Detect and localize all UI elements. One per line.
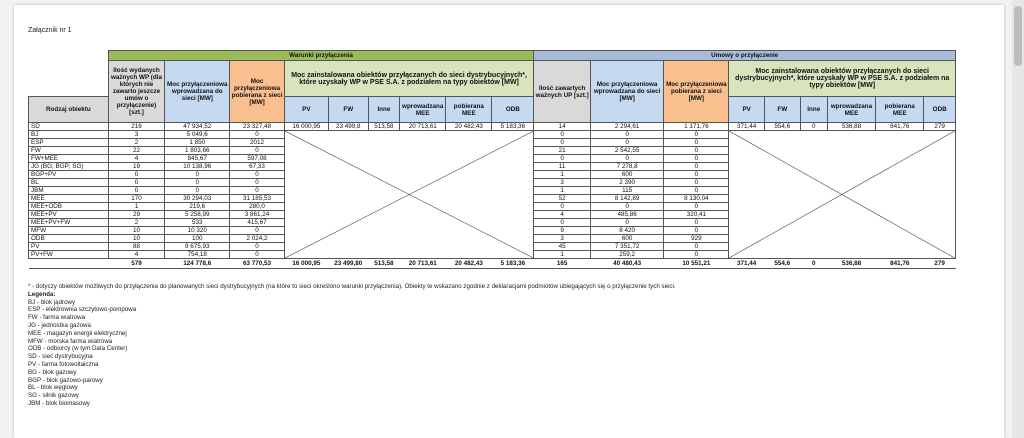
cell-left-injected: 754,18 [165, 251, 230, 259]
cell-right-count: 1 [534, 187, 591, 195]
legend-item: PV - farma fotowoltaiczna [28, 360, 99, 368]
row-type: JBM [29, 187, 109, 195]
cell-left-sub: 16 000,95 [284, 123, 328, 131]
cell-right-count: 0 [534, 155, 591, 163]
header-left-installed: Moc zainstalowana obiektów przyłączanych do sieci dystrybucyjnych*, które uzyskały WP w PSE S.A. z podziałem na typy obiektów [MW] [284, 61, 534, 97]
legend-item: ODB - odbiorcy (w tym Data Center) [28, 345, 128, 353]
row-type: MEE+ODB [29, 203, 109, 211]
cell-left-injected: 0 [165, 187, 230, 195]
cell-left-count: 22 [108, 147, 165, 155]
cell-right-count: 1 [534, 171, 591, 179]
cell-right-injected: 8 420 [590, 227, 663, 235]
cell-right-drawn: 0 [664, 251, 729, 259]
cell-left-count: 2 [108, 219, 165, 227]
cell-left-sub: 20 713,61 [400, 123, 446, 131]
row-type: SD [29, 123, 109, 131]
header-right-injected: Moc przyłączeniowa wprowadzana do sieci [MW] [590, 61, 663, 123]
total-right-drawn: 10 551,21 [664, 259, 729, 269]
cell-right-count: 0 [534, 131, 591, 139]
cell-left-sub: 23 499,8 [328, 123, 368, 131]
cell-right-drawn: 1 171,76 [664, 123, 729, 131]
cell-right-drawn: 8 130,04 [664, 195, 729, 203]
cell-right-drawn: 0 [664, 179, 729, 187]
cell-right-sub: 536,88 [827, 123, 875, 131]
connection-table [28, 50, 956, 269]
cell-left-sub: 20 482,43 [446, 123, 492, 131]
row-type: JG (BG; BGP; SG) [29, 163, 109, 171]
group-left-header: Warunki przyłączenia [108, 51, 534, 61]
cell-right-injected: 2 542,55 [590, 147, 663, 155]
sub-right-5: ODB [924, 97, 956, 123]
cell-right-injected: 7 278,8 [590, 163, 663, 171]
totals-row [29, 259, 956, 269]
cell-right-drawn: 0 [664, 139, 729, 147]
cell-right-injected: 2 294,61 [590, 123, 663, 131]
cell-left-drawn: 597,08 [230, 155, 285, 163]
total-left-sub: 20 713,61 [400, 259, 446, 269]
cell-right-count: 4 [534, 211, 591, 219]
total-right-sub: 371,44 [729, 259, 765, 269]
cell-right-injected: 0 [590, 155, 663, 163]
total-left-sub: 20 482,43 [446, 259, 492, 269]
cell-left-count: 29 [108, 211, 165, 219]
cell-right-injected: 2 390 [590, 179, 663, 187]
cell-left-drawn: 0 [230, 243, 285, 251]
total-left-sub: 5 183,36 [492, 259, 534, 269]
cell-right-drawn: 0 [664, 203, 729, 211]
cell-left-drawn: 0 [230, 171, 285, 179]
legend-title: Legenda: [28, 290, 56, 298]
header-right-installed: Moc zainstalowana obiektów przyłączanych do sieci dystrybucyjnych*, które uzyskały WP w PSE S.A. z podziałem na typy obiektów [MW] [729, 61, 956, 97]
legend-item: MFW - morska farma wiatrowa [28, 337, 113, 345]
cell-right-drawn: 0 [664, 243, 729, 251]
total-right-sub: 841,76 [876, 259, 924, 269]
cell-right-sub: 0 [800, 123, 827, 131]
sub-right-0: PV [729, 97, 765, 123]
cell-left-injected: 533 [165, 219, 230, 227]
sub-left-3: wprowadzana MEE [400, 97, 446, 123]
cell-left-injected: 5 049,6 [165, 131, 230, 139]
total-right-sub: 554,6 [764, 259, 800, 269]
cell-right-drawn: 929 [664, 235, 729, 243]
cell-left-drawn: 2 024,2 [230, 235, 285, 243]
cell-right-count: 21 [534, 147, 591, 155]
cell-left-drawn: 0 [230, 187, 285, 195]
cell-right-count: 14 [534, 123, 591, 131]
cell-left-drawn: 3 861,24 [230, 211, 285, 219]
cell-right-injected: 8 142,89 [590, 195, 663, 203]
totals-label [29, 259, 109, 269]
row-type: FW [29, 147, 109, 155]
cell-right-drawn: 0 [664, 219, 729, 227]
cell-left-injected: 9 675,93 [165, 243, 230, 251]
cell-right-sub: 279 [924, 123, 956, 131]
table-row [29, 131, 956, 139]
cell-right-count: 0 [534, 219, 591, 227]
header-left-injected: Moc przyłączeniowa wprowadzana do sieci [MW] [165, 61, 230, 123]
cell-right-drawn: 0 [664, 163, 729, 171]
legend-item: JG - jednostka gazowa [28, 321, 91, 329]
row-type: MEE+PV [29, 211, 109, 219]
total-left-sub: 513,58 [368, 259, 399, 269]
cell-left-count: 4 [108, 155, 165, 163]
scrollbar-thumb[interactable] [1014, 6, 1022, 66]
sub-right-4: pobierana MEE [876, 97, 924, 123]
cell-right-sub: 554,6 [764, 123, 800, 131]
cell-left-injected: 100 [165, 235, 230, 243]
cell-right-count: 9 [534, 227, 591, 235]
cell-left-injected: 5 258,99 [165, 211, 230, 219]
cell-right-sub: 371,44 [729, 123, 765, 131]
cell-left-drawn: 0 [230, 251, 285, 259]
cell-left-count: 0 [108, 171, 165, 179]
cell-right-injected: 7 351,72 [590, 243, 663, 251]
cell-right-drawn: 0 [664, 171, 729, 179]
right-crossed-area [729, 131, 956, 259]
cell-left-drawn: 0 [230, 179, 285, 187]
legend-item: BG - blok gazowy [28, 368, 77, 376]
legend-item: SD - sieć dystrybucyjna [28, 353, 93, 361]
cell-right-count: 1 [534, 251, 591, 259]
total-left-drawn: 63 770,53 [230, 259, 285, 269]
cell-left-count: 4 [108, 251, 165, 259]
total-right-sub: 536,88 [827, 259, 875, 269]
row-type: BGP+PV [29, 171, 109, 179]
left-crossed-area [284, 131, 534, 259]
cell-right-drawn: 320,41 [664, 211, 729, 219]
row-type: MFW [29, 227, 109, 235]
cell-left-count: 19 [108, 163, 165, 171]
cell-right-drawn: 0 [664, 227, 729, 235]
cell-right-drawn: 0 [664, 131, 729, 139]
legend-item: FW - farma wiatrowa [28, 314, 86, 322]
total-left-injected: 124 778,6 [165, 259, 230, 269]
cell-left-injected: 219,6 [165, 203, 230, 211]
cell-left-drawn: 415,67 [230, 219, 285, 227]
group-right-header: Umowy o przyłączenie [534, 51, 956, 61]
header-left-drawn: Moc przyłączeniowa pobierana z sieci [MW] [230, 61, 285, 123]
cell-left-drawn: 280,0 [230, 203, 285, 211]
cell-left-drawn: 23 327,48 [230, 123, 285, 131]
notes [28, 283, 676, 408]
total-right-sub: 279 [924, 259, 956, 269]
legend-item: BL - blok węglowy [28, 384, 78, 392]
sub-left-4: pobierana MEE [446, 97, 492, 123]
sub-left-5: ODB [492, 97, 534, 123]
total-left-sub: 16 000,95 [284, 259, 328, 269]
cell-left-count: 2 [108, 139, 165, 147]
cell-left-count: 88 [108, 243, 165, 251]
cell-left-injected: 47 934,52 [165, 123, 230, 131]
cell-left-injected: 0 [165, 179, 230, 187]
cell-right-count: 0 [534, 139, 591, 147]
legend-item: SG - silnik gazowy [28, 392, 79, 400]
cell-left-drawn: 2012 [230, 139, 285, 147]
cell-right-count: 45 [534, 243, 591, 251]
cell-left-drawn: 0 [230, 131, 285, 139]
sub-right-2: Inne [800, 97, 827, 123]
total-right-sub: 0 [800, 259, 827, 269]
cell-right-count: 3 [534, 179, 591, 187]
legend-item: BJ - blok jądrowy [28, 298, 76, 306]
row-type: FW+MEE [29, 155, 109, 163]
header-row-label: Rodzaj obiektu [29, 97, 109, 123]
row-type: ESP [29, 139, 109, 147]
cell-right-sub: 841,76 [876, 123, 924, 131]
cell-left-drawn: 0 [230, 147, 285, 155]
row-type: MEE+PV+FW [29, 219, 109, 227]
total-left-sub: 23 499,80 [328, 259, 368, 269]
cell-left-count: 0 [108, 179, 165, 187]
legend-item: JBM - blok biomasowy [28, 399, 90, 407]
cell-left-injected: 10 138,96 [165, 163, 230, 171]
cell-right-injected: 0 [590, 219, 663, 227]
cell-right-injected: 259,2 [590, 251, 663, 259]
cell-left-drawn: 67,33 [230, 163, 285, 171]
row-type: BL [29, 179, 109, 187]
cell-left-injected: 30 294,03 [165, 195, 230, 203]
cell-right-injected: 485,86 [590, 211, 663, 219]
cell-left-sub: 513,58 [368, 123, 399, 131]
cell-left-count: 10 [108, 235, 165, 243]
sub-left-0: PV [284, 97, 328, 123]
cell-left-count: 10 [108, 227, 165, 235]
cell-right-drawn: 0 [664, 187, 729, 195]
total-right-count: 165 [534, 259, 591, 269]
legend-item: BGP - blok gazowo-parowy [28, 376, 103, 384]
cell-left-count: 3 [108, 131, 165, 139]
cell-left-count: 1 [108, 203, 165, 211]
cell-left-injected: 845,67 [165, 155, 230, 163]
legend-item: ESP - elektrownia szczytowo-pompowa [28, 306, 137, 314]
sub-right-1: FW [764, 97, 800, 123]
cell-left-count: 170 [108, 195, 165, 203]
legend-item: MEE - magazyn energii elektrycznej [28, 329, 127, 337]
sub-left-1: FW [328, 97, 368, 123]
cell-right-injected: 115 [590, 187, 663, 195]
header-left-count: Ilość wydanych ważnych WP (dla których nie zawarto jeszcze umów o przyłączenie) [szt.] [108, 61, 165, 123]
cell-right-count: 0 [534, 203, 591, 211]
cell-left-sub: 5 183,36 [492, 123, 534, 131]
cell-right-drawn: 0 [664, 147, 729, 155]
row-type: ODB [29, 235, 109, 243]
total-right-injected: 40 480,43 [590, 259, 663, 269]
header-right-drawn: Moc przyłączeniowa pobierana z sieci [MW] [664, 61, 729, 123]
cell-left-injected: 0 [165, 171, 230, 179]
legend-list [28, 299, 676, 408]
row-type: MEE [29, 195, 109, 203]
cell-right-injected: 600 [590, 171, 663, 179]
cell-right-count: 52 [534, 195, 591, 203]
cell-left-injected: 1 850 [165, 139, 230, 147]
cell-right-injected: 0 [590, 139, 663, 147]
cell-right-injected: 0 [590, 131, 663, 139]
total-left-count: 579 [108, 259, 165, 269]
cell-right-count: 3 [534, 235, 591, 243]
cell-left-injected: 1 803,66 [165, 147, 230, 155]
row-type: PV+FW [29, 251, 109, 259]
cell-left-count: 216 [108, 123, 165, 131]
cell-left-drawn: 31 185,53 [230, 195, 285, 203]
cell-left-injected: 10 320 [165, 227, 230, 235]
sub-left-2: Inne [368, 97, 399, 123]
row-type: PV [29, 243, 109, 251]
table-row [29, 123, 956, 131]
vertical-scrollbar[interactable] [1012, 0, 1024, 438]
cell-right-injected: 600 [590, 235, 663, 243]
cell-left-drawn: 0 [230, 227, 285, 235]
cell-right-drawn: 0 [664, 155, 729, 163]
cell-right-count: 11 [534, 163, 591, 171]
cell-right-injected: 0 [590, 203, 663, 211]
cell-left-count: 0 [108, 187, 165, 195]
row-type: BJ [29, 131, 109, 139]
sub-right-3: wprowadzana MEE [827, 97, 875, 123]
empty-corner-2 [29, 61, 109, 97]
empty-corner [29, 51, 109, 61]
footnote: * - dotyczy obiektów możliwych do przyłączenia do planowanych sieci dystrybucyjnych (na które to sieci określono warunki przyłączenia). Obiekty te wskazano zgodnie z deklaracjami podmiotów ubiegających się o przyłączenie tych sieci. [28, 283, 676, 290]
header-right-count: Ilość zawartych ważnych UP [szt.] [534, 61, 591, 123]
page-label: Załącznik nr 1 [28, 27, 72, 34]
